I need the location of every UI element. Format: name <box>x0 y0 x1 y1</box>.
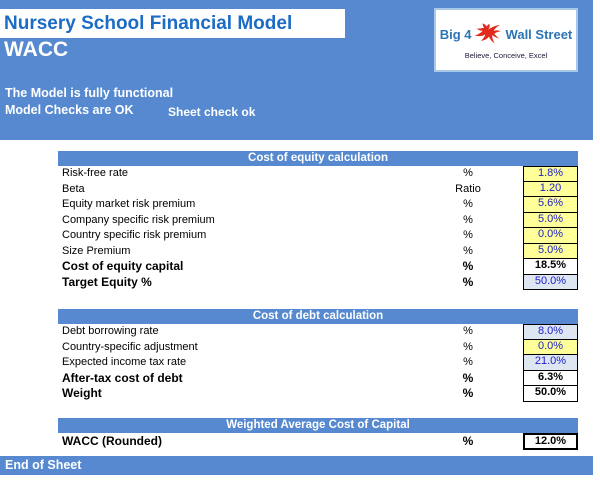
row-label: Debt borrowing rate <box>62 325 159 337</box>
value-cell[interactable]: 21.0% <box>523 355 578 371</box>
row-label: Beta <box>62 182 85 195</box>
row-unit: % <box>463 340 473 353</box>
row-unit: % <box>463 213 473 226</box>
row-unit: % <box>463 229 473 241</box>
row-unit: % <box>462 433 474 448</box>
model-status-line: The Model is fully functional <box>5 86 174 100</box>
model-title-strip <box>0 9 345 38</box>
row-label: Weight <box>62 386 102 400</box>
input-value-cell[interactable]: 5.0% <box>523 244 578 260</box>
row-label: Cost of equity capital <box>62 259 184 273</box>
calc-table <box>58 151 578 290</box>
sheet-title: WACC <box>4 38 69 61</box>
table-row <box>58 228 578 244</box>
value-cell[interactable]: 8.0% <box>523 324 578 340</box>
row-unit: % <box>463 244 473 257</box>
row-label: Country specific risk premium <box>62 229 207 241</box>
brand-logo <box>434 8 578 72</box>
row-label: Equity market risk premium <box>62 198 196 210</box>
row-label: WACC (Rounded) <box>62 433 162 448</box>
logo-brand-left: Big 4 <box>439 27 472 42</box>
eagle-icon <box>472 21 506 49</box>
row-unit: % <box>462 386 474 400</box>
value-cell[interactable]: 18.5% <box>523 259 578 275</box>
row-label: Expected income tax rate <box>62 356 187 368</box>
row-unit: % <box>462 370 474 385</box>
value-cell[interactable]: 50.0% <box>523 386 578 402</box>
row-label: Risk-free rate <box>62 167 129 179</box>
table-row <box>58 244 578 260</box>
table-row <box>58 182 578 198</box>
row-unit: % <box>462 259 474 273</box>
table-row <box>58 433 578 450</box>
sheet-check-status: Sheet check ok <box>168 105 256 119</box>
value-cell[interactable]: 6.3% <box>523 371 578 387</box>
calc-table <box>58 309 578 402</box>
logo-brand-right: Wall Street <box>505 27 573 42</box>
value-cell[interactable]: 50.0% <box>523 275 578 291</box>
row-label: Size Premium <box>62 244 131 257</box>
logo-tagline: Believe, Conceive, Excel <box>464 50 548 60</box>
table-row <box>58 259 578 275</box>
row-unit: % <box>463 167 473 179</box>
model-title: Nursery School Financial Model <box>4 12 293 34</box>
table-section-header: Cost of debt calculation <box>58 309 578 324</box>
input-value-cell[interactable]: 1.8% <box>523 166 578 182</box>
input-value-cell[interactable]: 0.0% <box>523 228 578 244</box>
table-row <box>58 275 578 291</box>
row-label: Country-specific adjustment <box>62 340 198 353</box>
model-checks-line: Model Checks are OK <box>5 103 134 117</box>
table-section-header: Cost of equity calculation <box>58 151 578 166</box>
input-value-cell[interactable]: 5.6% <box>523 197 578 213</box>
row-unit: Ratio <box>455 182 481 195</box>
row-label: Target Equity % <box>62 274 152 289</box>
table-row <box>58 197 578 213</box>
row-unit: % <box>462 274 474 289</box>
row-unit: % <box>463 325 473 337</box>
input-value-cell[interactable]: 0.0% <box>523 340 578 356</box>
row-unit: % <box>463 356 473 368</box>
table-row <box>58 340 578 356</box>
table-row <box>58 324 578 340</box>
table-row <box>58 386 578 402</box>
row-label: After-tax cost of debt <box>62 370 183 385</box>
wacc-tables <box>58 151 578 450</box>
table-row <box>58 166 578 182</box>
value-cell[interactable]: 12.0% <box>523 433 578 450</box>
row-unit: % <box>463 198 473 210</box>
table-row <box>58 371 578 387</box>
row-label: Company specific risk premium <box>62 213 215 226</box>
input-value-cell[interactable]: 5.0% <box>523 213 578 229</box>
end-of-sheet-bar: End of Sheet <box>0 456 593 475</box>
table-section-header: Weighted Average Cost of Capital <box>58 418 578 433</box>
input-value-cell[interactable]: 1.20 <box>523 182 578 198</box>
header-band <box>0 0 593 140</box>
table-row <box>58 213 578 229</box>
calc-table <box>58 418 578 450</box>
table-row <box>58 355 578 371</box>
